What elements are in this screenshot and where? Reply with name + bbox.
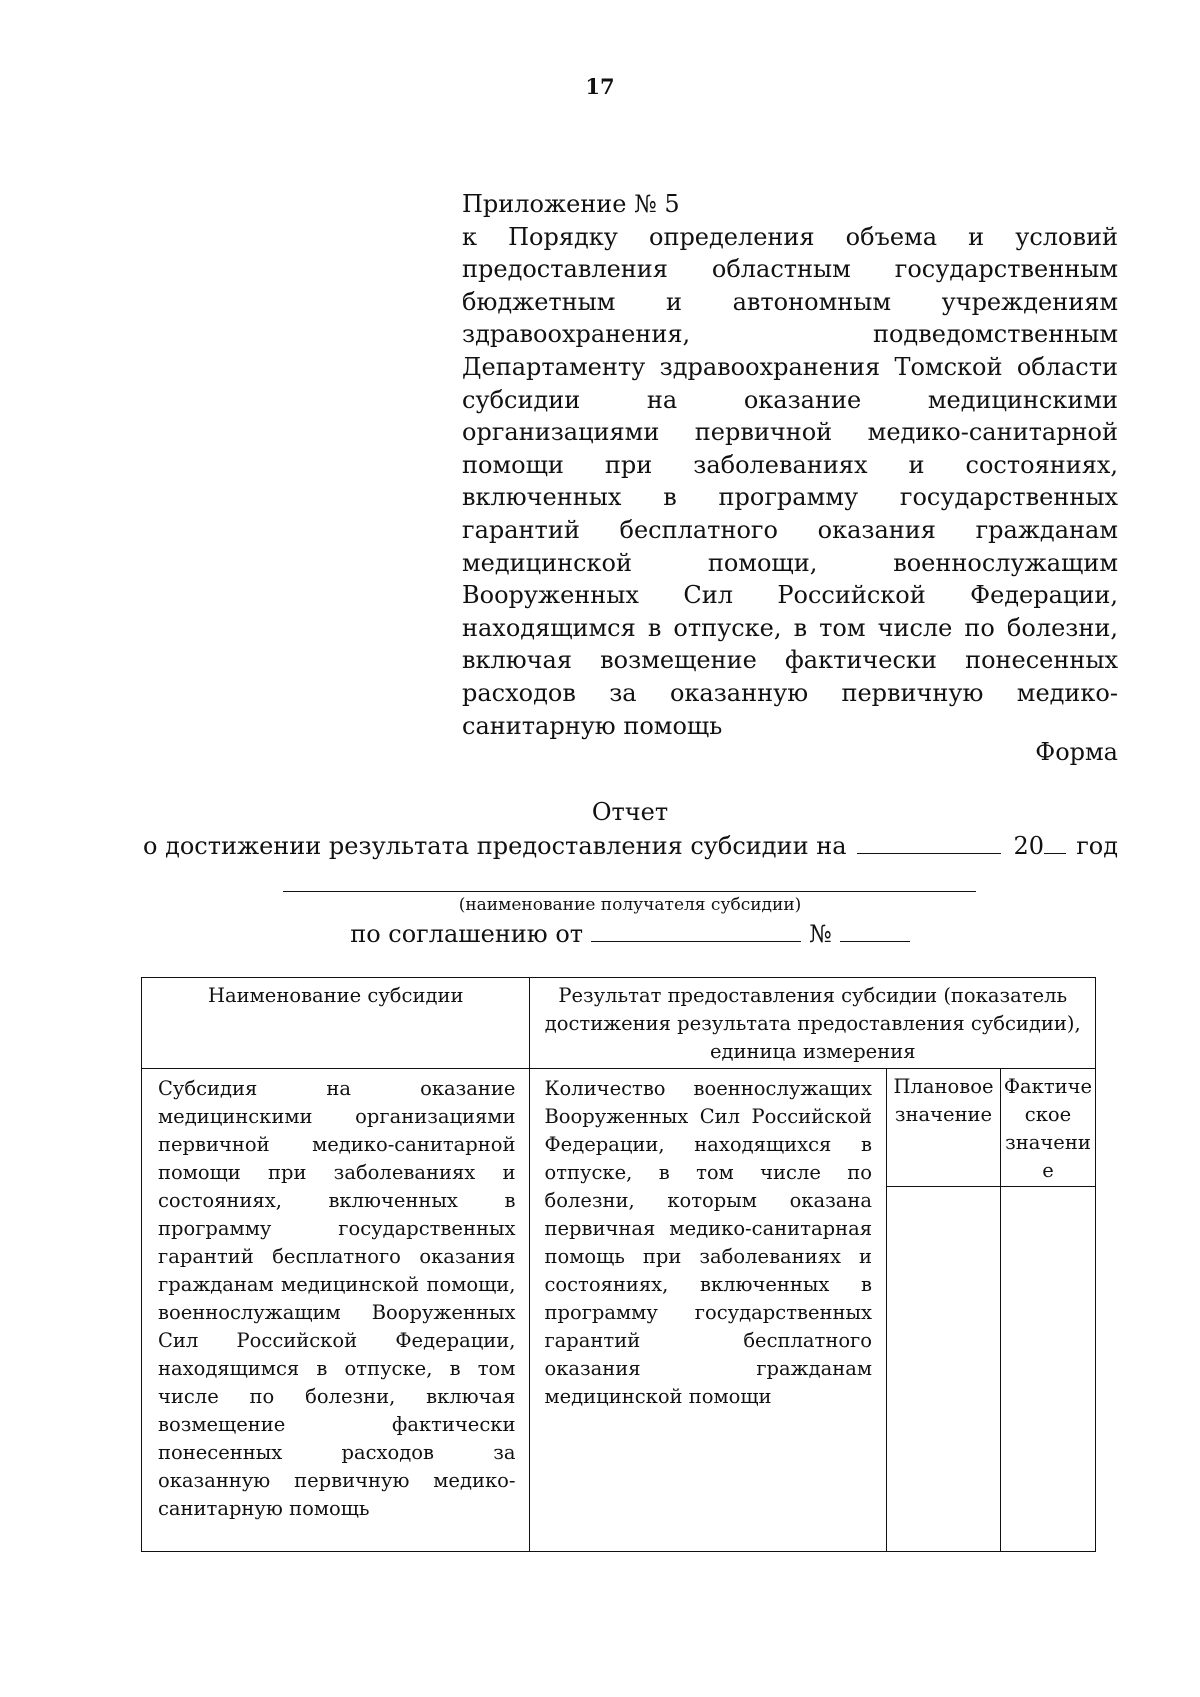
- number-sign: №: [809, 920, 832, 948]
- year-suffix: год: [1076, 832, 1118, 860]
- year-blank: [1044, 833, 1066, 854]
- cell-subsidy-name: Субсидия на оказание медицинскими организациями первичной медико-санитарной помощи при заболеваниях и состояниях, включенных в программу государственных гарантий бесплатного оказания гражданам медицинской помощи, военнослужащим Вооруженных Сил Российской Федерации, находящимся в отпуске, в том числе по болезни, включая возмещение фактически понесенных расходов за оказанную первичную медико-санитарную помощь: [142, 1069, 530, 1552]
- recipient-caption: (наименование получателя субсидии): [458, 895, 802, 915]
- header-actual-value: Фактиче ское значени е: [1000, 1069, 1095, 1187]
- cell-actual-value[interactable]: [1000, 1186, 1095, 1551]
- appendix-title: Приложение № 5: [462, 190, 680, 218]
- cell-result: Количество военнослужащих Вооруженных Сил Российской Федерации, находящихся в отпуске, в том числе по болезни, которым оказана первичная медико-санитарная помощь при заболеваниях и состояниях, включенных в программу государственных гарантий бесплатного оказания гражданам медицинской помощи: [530, 1069, 887, 1552]
- cell-planned-value[interactable]: [887, 1186, 1001, 1551]
- table-row: [142, 1069, 1096, 1187]
- form-label: Форма: [1035, 738, 1118, 766]
- agreement-number-blank: [840, 921, 910, 942]
- recipient-blank-line: [283, 891, 976, 892]
- agreement-date-blank: [591, 921, 801, 942]
- header-result: Результат предоставления субсидии (показатель достижения результата предоставления субсидии), единица измерения: [530, 978, 1096, 1069]
- report-line-prefix: о достижении результата предоставления субсидии на: [143, 832, 847, 860]
- header-subsidy-name: Наименование субсидии: [142, 978, 530, 1069]
- appendix-text: к Порядку определения объема и условий предоставления областным государственным бюджетным и автономным учреждениям здравоохранения, подведомственным Департаменту здравоохранения Томской области субсидии на оказание медицинскими организациями первичной медико-санитарной помощи при заболеваниях и состояниях, включенных в программу государственных гарантий бесплатного оказания гражданам медицинской помощи, военнослужащим Вооруженных Сил Российской Федерации, находящимся в отпуске, в том числе по болезни, включая возмещение фактически понесенных расходов за оказанную первичную медико-санитарную помощь: [462, 222, 1118, 740]
- agreement-line: [0, 920, 1200, 948]
- report-table: [141, 977, 1096, 1552]
- agreement-prefix: по соглашению от: [350, 920, 584, 948]
- page-number: 17: [585, 74, 615, 99]
- report-title: Отчет: [591, 798, 669, 826]
- period-blank: [857, 833, 1002, 854]
- appendix-block: [462, 188, 1118, 742]
- year-prefix: 20: [1013, 832, 1044, 860]
- header-planned-value: Плановое значение: [887, 1069, 1001, 1187]
- report-period-line: [143, 832, 1118, 860]
- table-header-row: [142, 978, 1096, 1069]
